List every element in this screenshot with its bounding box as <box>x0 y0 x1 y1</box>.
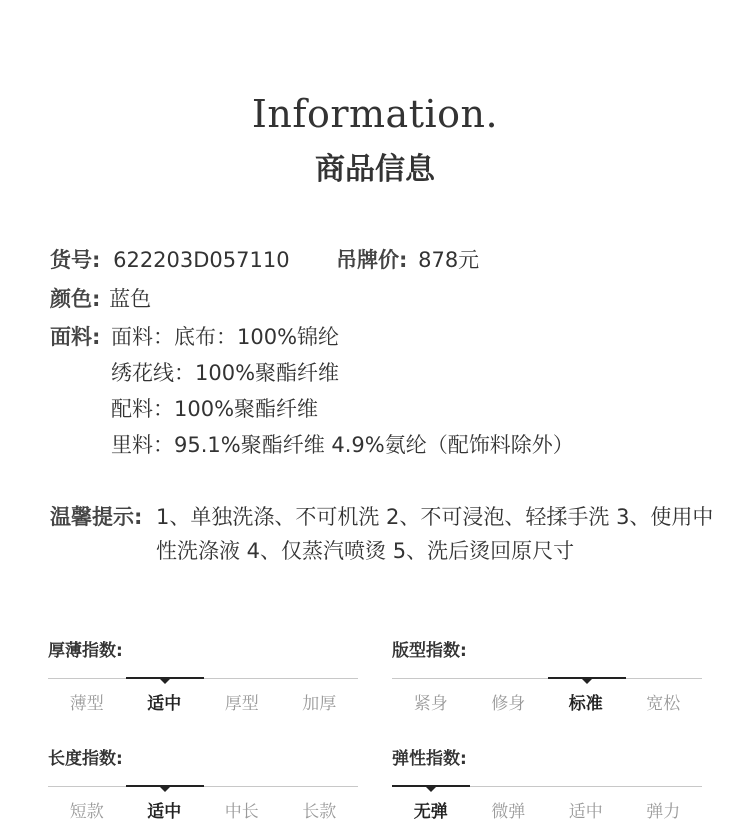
length-index <box>48 744 358 822</box>
fabric-line: 里料：95.1%聚酯纤维 4.9%氨纶（配饰料除外） <box>111 433 574 457</box>
index-option[interactable]: 弹力 <box>646 802 681 822</box>
caret-down-icon <box>160 787 170 792</box>
index-option[interactable]: 适中 <box>147 802 182 822</box>
index-track <box>392 678 702 679</box>
title-english: Information. <box>251 92 499 136</box>
caret-down-icon <box>426 787 436 792</box>
thickness-index <box>48 636 358 714</box>
index-track <box>48 786 358 787</box>
index-option[interactable]: 中长 <box>224 802 259 822</box>
index-title: 版型指数: <box>392 641 467 661</box>
index-option[interactable]: 修身 <box>491 694 526 714</box>
index-option[interactable]: 厚型 <box>224 694 259 714</box>
fabric-label: 面料: <box>50 325 101 349</box>
index-option[interactable]: 宽松 <box>646 694 681 714</box>
index-title: 长度指数: <box>48 749 123 769</box>
index-option[interactable]: 长款 <box>302 802 337 822</box>
color-value: 蓝色 <box>109 287 152 311</box>
index-track <box>392 786 702 787</box>
caret-down-icon <box>582 679 592 684</box>
price-row <box>336 244 479 274</box>
index-option[interactable]: 微弹 <box>491 802 526 822</box>
index-option[interactable]: 适中 <box>147 694 182 714</box>
caret-down-icon <box>160 679 170 684</box>
price-value: 878元 <box>418 248 480 272</box>
index-track <box>48 678 358 679</box>
sku-label: 货号: <box>50 248 101 272</box>
title-chinese: 商品信息 <box>315 152 435 187</box>
index-option[interactable]: 适中 <box>568 802 603 822</box>
index-option[interactable]: 无弹 <box>413 802 448 822</box>
color-row <box>50 283 151 313</box>
care-tips-text: 1、单独洗涤、不可机洗 2、不可浸泡、轻揉手洗 3、使用中性洗涤液 4、仅蒸汽喷烫 5、洗后烫回原尺寸 <box>156 505 714 563</box>
elasticity-index <box>392 744 702 822</box>
fabric-line: 配料：100%聚酯纤维 <box>111 397 319 421</box>
index-option[interactable]: 紧身 <box>413 694 448 714</box>
fit-index <box>392 636 702 714</box>
index-option[interactable]: 薄型 <box>69 694 104 714</box>
index-option[interactable]: 加厚 <box>302 694 337 714</box>
care-tips-label: 温馨提示: <box>50 505 143 529</box>
fabric-line: 面料：底布：100%锦纶 <box>111 325 340 349</box>
color-label: 颜色: <box>50 287 101 311</box>
index-title: 弹性指数: <box>392 749 467 769</box>
fabric-line: 绣花线：100%聚酯纤维 <box>111 361 340 385</box>
index-title: 厚薄指数: <box>48 641 123 661</box>
index-option[interactable]: 短款 <box>69 802 104 822</box>
sku-row <box>50 244 290 274</box>
index-option[interactable]: 标准 <box>568 694 603 714</box>
price-label: 吊牌价: <box>336 248 408 272</box>
sku-value: 622203D057110 <box>113 248 290 272</box>
